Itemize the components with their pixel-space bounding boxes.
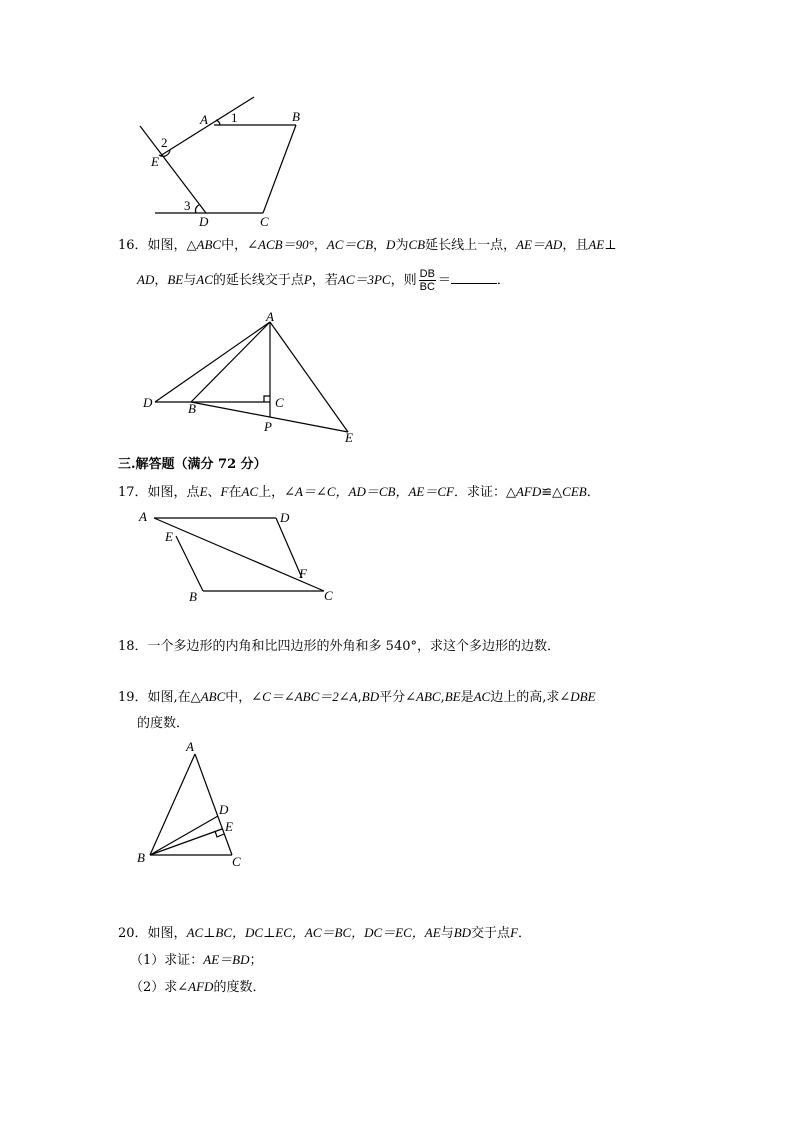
label-d: D (143, 395, 153, 410)
label-e: E (151, 154, 159, 169)
section-3-heading: 三.解答题（满分 72 分） (118, 457, 267, 472)
figure-q15 (130, 92, 350, 232)
label-a: A (266, 309, 274, 324)
segment-bc (263, 125, 296, 213)
fraction-db-bc: $\frac{DB}{BC}$ (419, 268, 435, 293)
segment-eb (176, 536, 203, 591)
angle-1-arc (216, 120, 220, 125)
q16-line2: AD，BE与AC的延长线交于点P，若AC＝3PC，则 $\frac{DB}{BC}$ ＝ ． (137, 268, 510, 293)
label-e: E (345, 430, 353, 445)
segment-ae (270, 322, 348, 432)
segment-be (150, 829, 222, 855)
figure-q16 (135, 308, 365, 448)
q16-line1: 16．如图，△ABC中，∠ACB＝90°，AC＝CB，D为CB延长线上一点，AE＝AD，且AE⊥ (118, 237, 617, 253)
label-a: A (200, 112, 208, 127)
label-c: C (232, 854, 241, 869)
q18-line: 18．一个多边形的内角和比四边形的外角和多 540°，求这个多边形的边数． (118, 639, 560, 654)
segment-da (155, 322, 270, 402)
label-e: E (225, 819, 233, 834)
answer-blank[interactable] (451, 271, 497, 284)
q20-sub2: （2）求∠AFD的度数． (130, 979, 266, 995)
right-angle-mark-c (264, 396, 270, 402)
q20-line1: 20．如图，AC⊥BC，DC⊥EC，AC＝BC，DC＝EC，AE与BD交于点F． (118, 925, 532, 941)
label-d: D (219, 802, 229, 817)
q19-line2: 的度数． (137, 716, 190, 731)
label-b: B (189, 589, 197, 604)
label-a: A (186, 739, 194, 754)
label-f: F (299, 566, 307, 581)
line-e-d (140, 126, 206, 213)
segment-bd (150, 816, 218, 855)
label-b: B (188, 401, 196, 416)
label-c: C (275, 395, 284, 410)
angle-3-arc (195, 205, 199, 213)
label-p: P (264, 419, 272, 434)
label-c: C (260, 214, 269, 229)
label-angle-1: 1 (231, 110, 238, 125)
q17-line: 17．如图，点E、F在AC上，∠A＝∠C，AD＝CB，AE＝CF．求证：△AFD≌△CEB． (118, 484, 600, 500)
segment-ba (191, 322, 270, 402)
label-a: A (139, 509, 147, 524)
label-d: D (199, 214, 209, 229)
figure-q19 (130, 738, 250, 873)
label-b: B (292, 109, 300, 124)
right-angle-mark-e (215, 831, 224, 837)
label-b: B (137, 850, 145, 865)
figure-q17 (130, 505, 350, 605)
segment-ab (150, 754, 195, 855)
label-e: E (165, 529, 173, 544)
label-c: C (324, 588, 333, 603)
q20-sub1: （1）求证：AE＝BD； (130, 952, 263, 968)
q19-line1: 19．如图,在△ABC中，∠C＝∠ABC＝2∠A,BD平分∠ABC,BE是AC边上的高,求∠DBE (118, 689, 596, 705)
label-angle-2: 2 (161, 135, 168, 150)
label-d: D (280, 510, 290, 525)
label-angle-3: 3 (184, 198, 191, 213)
